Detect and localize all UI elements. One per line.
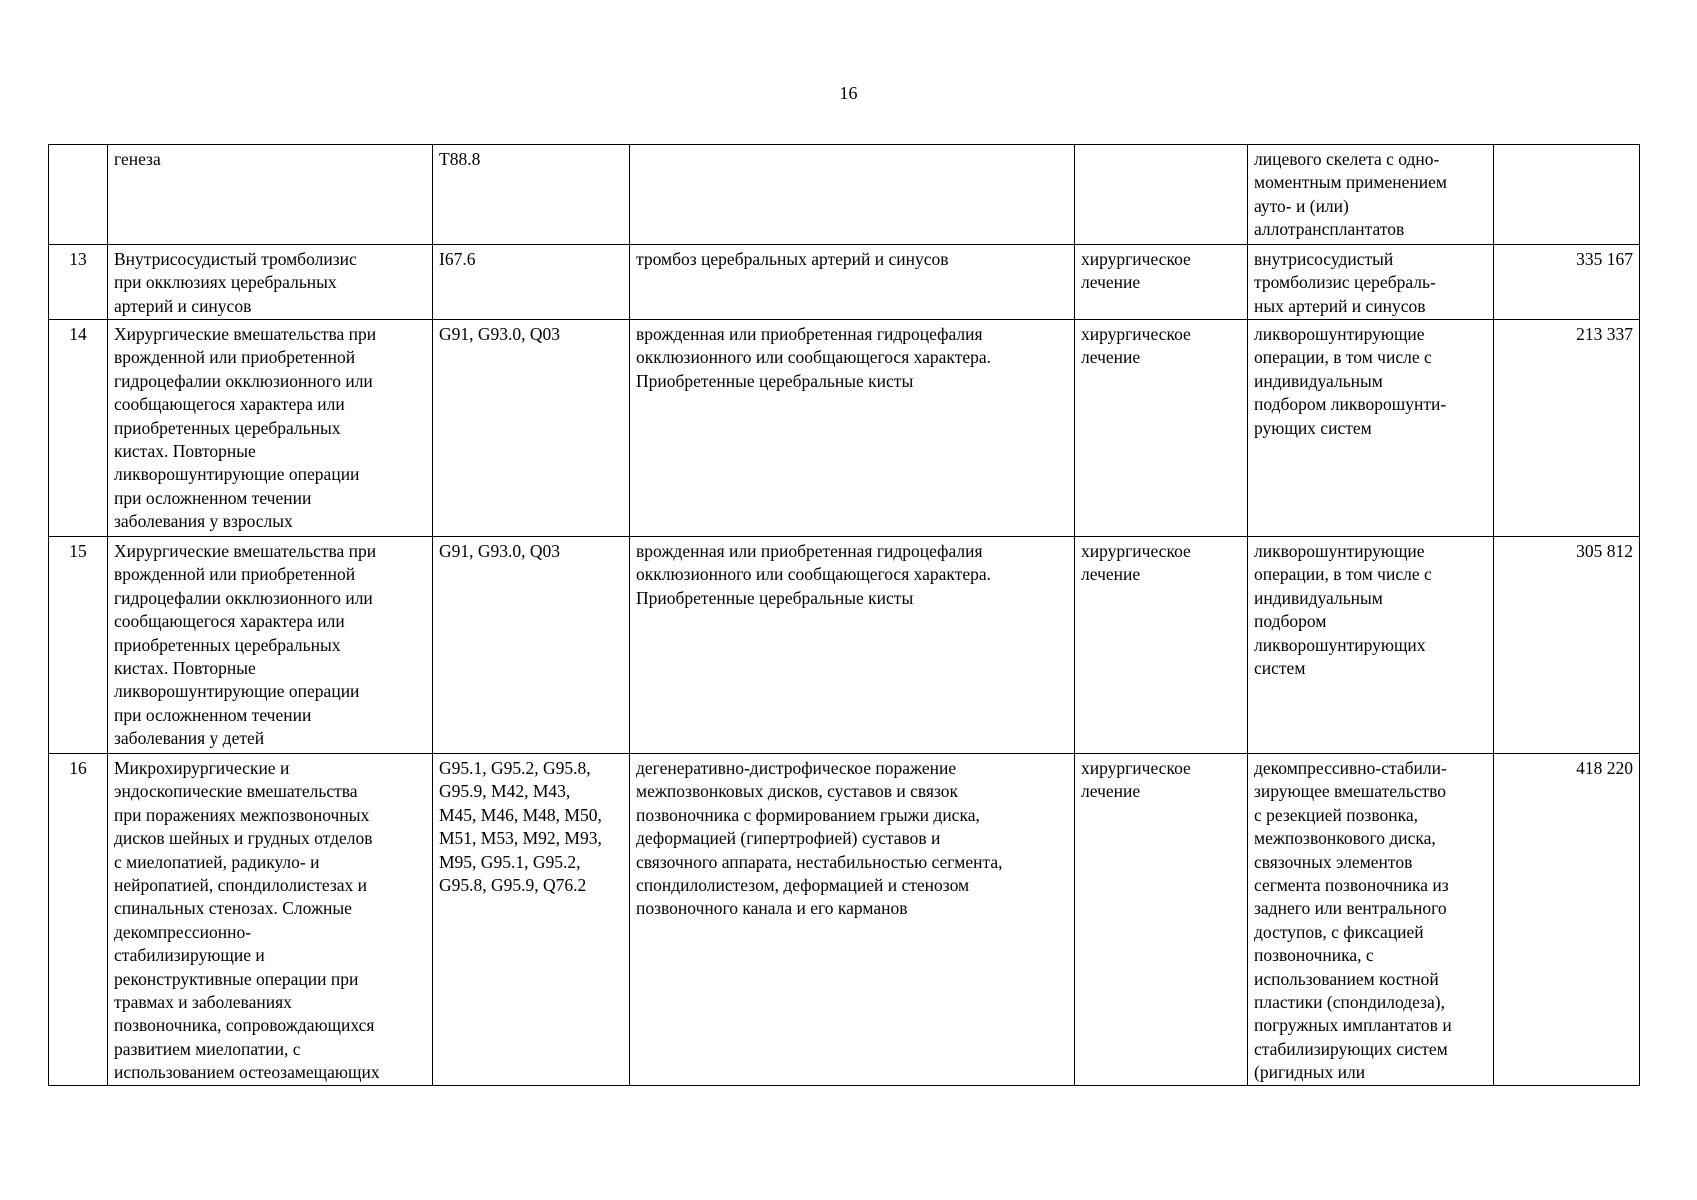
cell-text-line: лечение	[1081, 564, 1141, 585]
cell-text-line: с миелопатией, радикуло- и	[114, 851, 320, 872]
cell-text-line: хирургическое	[1081, 758, 1191, 778]
cell-text-line: при поражениях межпозвоночных	[114, 804, 370, 825]
cell-text-line: окклюзионного или сообщающегося характера.	[636, 564, 992, 585]
cell-text-line: подбором	[1254, 611, 1327, 632]
cell-text-line: гидроцефалии окклюзионного или	[114, 370, 373, 391]
cell-text-line: при окклюзиях церебральных	[114, 272, 337, 293]
cell-text-line: ликворошунтирующие	[1254, 541, 1425, 561]
cell-text-line: развитием миелопатии, с	[114, 1038, 301, 1059]
cell-text-line: позвоночника, с	[1254, 945, 1374, 966]
icd-codes-cell	[433, 754, 630, 1086]
patient-model-cell	[630, 320, 1075, 537]
cell-text-line: G95.1, G95.2, G95.8,	[439, 758, 591, 778]
cell-text-line: индивидуальным	[1254, 370, 1383, 391]
cell-text-line: использованием остеозамещающих	[114, 1062, 380, 1083]
cell-text-line: хирургическое	[1081, 324, 1191, 344]
cost-cell	[1494, 245, 1640, 320]
cell-text-line: гидроцефалии окклюзионного или	[114, 587, 373, 608]
cell-text-line: сообщающегося характера или	[114, 611, 345, 632]
cell-text: 213 337	[1576, 324, 1633, 344]
table-row	[49, 145, 1640, 245]
cell-text-line: хирургическое	[1081, 541, 1191, 561]
cell-text-line: межпозвонковых дисков, суставов и связок	[636, 781, 959, 802]
cell-text-line: хирургическое	[1081, 249, 1191, 269]
row-number-cell	[49, 754, 108, 1086]
cell-text-line: тромболизис церебраль-	[1254, 272, 1436, 293]
cell-text-line: позвоночного канала и его карманов	[636, 898, 908, 919]
cell-text-line: генеза	[114, 149, 161, 169]
treatment-type-cell	[1075, 245, 1248, 320]
cell-text-line: при осложненном течении	[114, 487, 312, 508]
cell-text-line: дегенеративно-дистрофическое поражение	[636, 758, 957, 778]
cell-text-line: лечение	[1081, 272, 1141, 293]
cell-text-line: Приобретенные церебральные кисты	[636, 587, 914, 608]
cell-text-line: лицевого скелета с одно-	[1254, 149, 1440, 169]
care-name-cell	[108, 754, 433, 1086]
cell-text: 15	[69, 541, 87, 561]
cell-text-line: декомпрессивно-стабили-	[1254, 758, 1447, 778]
cell-text-line: спондилолистезом, деформацией и стенозом	[636, 875, 970, 896]
cell-text-line: G91, G93.0, Q03	[439, 541, 561, 561]
cell-text: 13	[69, 249, 87, 269]
cell-text-line: окклюзионного или сообщающегося характера.	[636, 347, 992, 368]
cell-text-line: кистах. Повторные	[114, 441, 256, 462]
cell-text-line: рующих систем	[1254, 417, 1372, 438]
cell-text-line: связочных элементов	[1254, 851, 1413, 872]
cell-text-line: Хирургические вмешательства при	[114, 541, 377, 561]
table-row	[49, 320, 1640, 537]
icd-codes-cell	[433, 537, 630, 754]
cell-text-line: G95.8, G95.9, Q76.2	[439, 875, 587, 896]
cell-text-line: позвоночника, сопровождающихся	[114, 1015, 375, 1036]
cell-text-line: внутрисосудистый	[1254, 249, 1394, 269]
cell-text: 305 812	[1576, 541, 1633, 561]
cell-text-line: ауто- и (или)	[1254, 195, 1349, 216]
cell-text-line: использованием костной	[1254, 968, 1439, 989]
cell-text-line: лечение	[1081, 781, 1141, 802]
cell-text-line: тромбоз церебральных артерий и синусов	[636, 249, 949, 269]
cell-text-line: деформацией (гипертрофией) суставов и	[636, 828, 941, 849]
cell-text-line: травмах и заболеваниях	[114, 992, 292, 1013]
cell-text-line: ликворошунтирующие операции	[114, 464, 360, 485]
treatment-method-cell	[1248, 537, 1494, 754]
icd-codes-cell	[433, 320, 630, 537]
cost-cell	[1494, 320, 1640, 537]
care-name-cell	[108, 320, 433, 537]
cell-text-line: ликворошунтирующие операции	[114, 681, 360, 702]
cell-text-line: операции, в том числе с	[1254, 347, 1432, 368]
cost-cell	[1494, 145, 1640, 245]
cell-text-line: врожденная или приобретенная гидроцефалия	[636, 541, 983, 561]
cell-text-line: с резекцией позвонка,	[1254, 804, 1418, 825]
cell-text-line: приобретенных церебральных	[114, 634, 341, 655]
patient-model-cell	[630, 754, 1075, 1086]
cell-text-line: M95, G95.1, G95.2,	[439, 851, 581, 872]
cell-text-line: лечение	[1081, 347, 1141, 368]
cell-text-line: погружных имплантатов и	[1254, 1015, 1452, 1036]
cell-text-line: систем	[1254, 658, 1306, 679]
cell-text-line: нейропатией, спондилолистезах и	[114, 875, 368, 896]
cell-text-line: T88.8	[439, 149, 481, 169]
medical-care-table	[48, 144, 1640, 1086]
cell-text-line: Приобретенные церебральные кисты	[636, 370, 914, 391]
row-number-cell	[49, 245, 108, 320]
cell-text-line: стабилизирующие и	[114, 945, 265, 966]
treatment-method-cell	[1248, 754, 1494, 1086]
cell-text-line: дисков шейных и грудных отделов	[114, 828, 373, 849]
cell-text-line: заболевания у детей	[114, 728, 265, 749]
cell-text: 16	[69, 758, 87, 778]
page-number: 16	[839, 83, 858, 103]
cell-text-line: врожденной или приобретенной	[114, 564, 356, 585]
table-body	[49, 145, 1640, 1086]
cell-text-line: операции, в том числе с	[1254, 564, 1432, 585]
care-name-cell	[108, 537, 433, 754]
table-row	[49, 245, 1640, 320]
row-number-cell	[49, 537, 108, 754]
cell-text-line: аллотрансплантатов	[1254, 219, 1405, 240]
table-row	[49, 537, 1640, 754]
cell-text-line: Микрохирургические и	[114, 758, 290, 778]
patient-model-cell	[630, 537, 1075, 754]
treatment-type-cell	[1075, 145, 1248, 245]
cell-text-line: реконструктивные операции при	[114, 968, 359, 989]
cell-text-line: при осложненном течении	[114, 704, 312, 725]
cell-text-line: Хирургические вмешательства при	[114, 324, 377, 344]
treatment-method-cell	[1248, 145, 1494, 245]
treatment-type-cell	[1075, 537, 1248, 754]
cell-text-line: спинальных стенозах. Сложные	[114, 898, 352, 919]
cell-text-line: позвоночника с формированием грыжи диска,	[636, 804, 980, 825]
patient-model-cell	[630, 145, 1075, 245]
cell-text-line: связочного аппарата, нестабильностью сегмента,	[636, 851, 1003, 872]
cell-text-line: ликворошунтирующих	[1254, 634, 1426, 655]
cell-text-line: Внутрисосудистый тромболизис	[114, 249, 357, 269]
cell-text-line: индивидуальным	[1254, 587, 1383, 608]
cell-text-line: ликворошунтирующие	[1254, 324, 1425, 344]
cell-text-line: заболевания у взрослых	[114, 511, 293, 532]
cell-text-line: сообщающегося характера или	[114, 394, 345, 415]
cell-text-line: подбором ликворошунти-	[1254, 394, 1447, 415]
cell-text: 14	[69, 324, 87, 344]
cell-text-line: M51, M53, M92, M93,	[439, 828, 602, 849]
cell-text-line: зирующее вмешательство	[1254, 781, 1447, 802]
treatment-method-cell	[1248, 320, 1494, 537]
cell-text-line: моментным применением	[1254, 172, 1447, 193]
cell-text-line: (ригидных или	[1254, 1062, 1366, 1083]
cost-cell	[1494, 754, 1640, 1086]
cell-text-line: эндоскопические вмешательства	[114, 781, 358, 802]
treatment-method-cell	[1248, 245, 1494, 320]
cell-text-line: M45, M46, M48, M50,	[439, 804, 602, 825]
row-number-cell	[49, 320, 108, 537]
cell-text: 335 167	[1576, 249, 1633, 269]
cell-text: 418 220	[1576, 758, 1633, 778]
row-number-cell	[49, 145, 108, 245]
icd-codes-cell	[433, 145, 630, 245]
cell-text-line: врожденной или приобретенной	[114, 347, 356, 368]
cell-text-line: I67.6	[439, 249, 476, 269]
cell-text-line: декомпрессионно-	[114, 921, 252, 942]
cell-text-line: ных артерий и синусов	[1254, 295, 1426, 316]
treatment-type-cell	[1075, 754, 1248, 1086]
cell-text-line: приобретенных церебральных	[114, 417, 341, 438]
cell-text-line: межпозвонкового диска,	[1254, 828, 1436, 849]
patient-model-cell	[630, 245, 1075, 320]
cell-text-line: доступов, с фиксацией	[1254, 921, 1424, 942]
cell-text-line: G91, G93.0, Q03	[439, 324, 561, 344]
cell-text-line: кистах. Повторные	[114, 658, 256, 679]
cell-text-line: врожденная или приобретенная гидроцефалия	[636, 324, 983, 344]
cost-cell	[1494, 537, 1640, 754]
cell-text-line: заднего или вентрального	[1254, 898, 1447, 919]
treatment-type-cell	[1075, 320, 1248, 537]
care-name-cell	[108, 245, 433, 320]
table-row	[49, 754, 1640, 1086]
cell-text-line: пластики (спондилодеза),	[1254, 992, 1445, 1013]
cell-text-line: стабилизирующих систем	[1254, 1038, 1448, 1059]
cell-text-line: сегмента позвоночника из	[1254, 875, 1449, 896]
cell-text-line: артерий и синусов	[114, 295, 252, 316]
icd-codes-cell	[433, 245, 630, 320]
cell-text-line: G95.9, M42, M43,	[439, 781, 571, 802]
care-name-cell	[108, 145, 433, 245]
